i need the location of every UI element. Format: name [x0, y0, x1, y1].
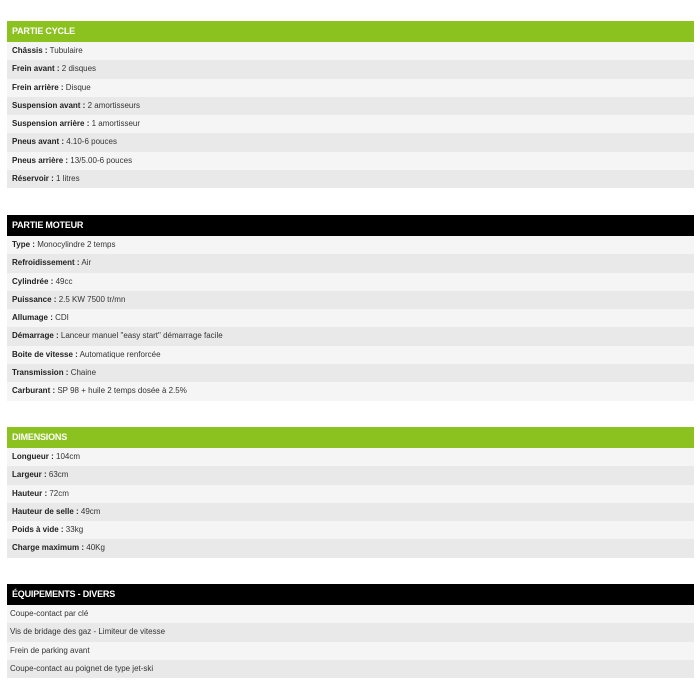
list-item: Coupe-contact par clé [7, 605, 694, 623]
spec-value: 2 disques [59, 64, 97, 74]
spec-value: 40Kg [84, 543, 105, 553]
list-item: Coupe-contact au poignet de type jet-ski [7, 660, 694, 678]
spec-label: Refroidissement : [12, 258, 80, 268]
spec-label: Boite de vitesse : [12, 349, 78, 359]
spec-value: Monocylindre 2 temps [34, 240, 116, 249]
spec-value: 2 amortisseurs [85, 100, 141, 110]
spec-row [7, 466, 694, 484]
spec-row [7, 364, 694, 382]
spec-list [7, 448, 694, 558]
spec-list [7, 42, 694, 188]
spec-label: Poids à vide : [12, 525, 64, 535]
spec-row [7, 273, 694, 291]
spec-value: Air [79, 258, 92, 268]
section-header: ÉQUIPEMENTS - DIVERS [7, 584, 694, 605]
spec-value: Chaine [68, 368, 97, 378]
spec-label: Type : [12, 240, 35, 249]
spec-label: Hauteur : [12, 488, 48, 498]
spec-row [7, 97, 694, 115]
section-header: DIMENSIONS [7, 427, 694, 448]
spec-row [7, 485, 694, 503]
spec-value: Lanceur manuel "easy start" démarrage facile [58, 331, 223, 341]
spec-label: Largeur : [12, 470, 47, 480]
section-dimensions [7, 427, 694, 558]
spec-value: Automatique renforcée [77, 349, 161, 359]
spec-value: Tubulaire [47, 46, 83, 55]
spec-row [7, 79, 694, 97]
spec-value: 1 amortisseur [89, 119, 141, 129]
spec-value: 1 litres [53, 174, 80, 184]
spec-value: 33kg [63, 525, 84, 535]
spec-row [7, 382, 694, 400]
section-header: PARTIE CYCLE [7, 21, 694, 42]
spec-label: Pneus arrière : [12, 155, 69, 165]
spec-value: 13/5.00-6 pouces [68, 155, 133, 165]
spec-value: 49cc [53, 276, 73, 286]
spec-row [7, 539, 694, 557]
spec-row [7, 448, 694, 466]
spec-value: 49cm [78, 506, 101, 516]
spec-row [7, 42, 694, 60]
spec-label: Cylindrée : [12, 276, 54, 286]
spec-row [7, 521, 694, 539]
spec-label: Carburant : [12, 386, 56, 396]
spec-label: Puissance : [12, 294, 57, 304]
spec-label: Châssis : [12, 46, 48, 55]
section-partie-moteur [7, 215, 694, 401]
spec-label: Transmission : [12, 368, 69, 378]
spec-row [7, 152, 694, 170]
spec-value: SP 98 + huile 2 temps dosée à 2.5% [55, 386, 187, 396]
section-partie-cycle [7, 21, 694, 188]
equipment-list [7, 605, 694, 678]
spec-value: 4.10-6 pouces [64, 137, 117, 147]
spec-label: Frein avant : [12, 64, 60, 74]
spec-row [7, 503, 694, 521]
spec-label: Frein arrière : [12, 82, 64, 92]
spec-value: 104cm [53, 452, 81, 461]
spec-value: 72cm [47, 488, 69, 498]
spec-label: Réservoir : [12, 174, 54, 184]
spec-row [7, 115, 694, 133]
list-item: Vis de bridage des gaz - Limiteur de vitesse [7, 623, 694, 641]
spec-row [7, 254, 694, 272]
spec-row [7, 170, 694, 188]
list-item: Frein de parking avant [7, 642, 694, 660]
spec-row [7, 346, 694, 364]
spec-list [7, 236, 694, 401]
spec-value: 2.5 KW 7500 tr/mn [56, 294, 126, 304]
spec-row [7, 133, 694, 151]
spec-label: Charge maximum : [12, 543, 85, 553]
spec-row [7, 291, 694, 309]
spec-label: Hauteur de selle : [12, 506, 79, 516]
spec-label: Longueur : [12, 452, 54, 461]
section-header: PARTIE MOTEUR [7, 215, 694, 236]
spec-label: Suspension arrière : [12, 119, 90, 129]
spec-label: Démarrage : [12, 331, 59, 341]
spec-value: Disque [63, 82, 91, 92]
section-equipements-divers [7, 584, 694, 678]
spec-label: Pneus avant : [12, 137, 65, 147]
spec-row [7, 309, 694, 327]
spec-label: Suspension avant : [12, 100, 86, 110]
spec-row [7, 327, 694, 345]
spec-label: Allumage : [12, 313, 53, 323]
spec-row [7, 60, 694, 78]
spec-value: 63cm [46, 470, 69, 480]
spec-value: CDI [52, 313, 69, 323]
spec-row [7, 236, 694, 254]
